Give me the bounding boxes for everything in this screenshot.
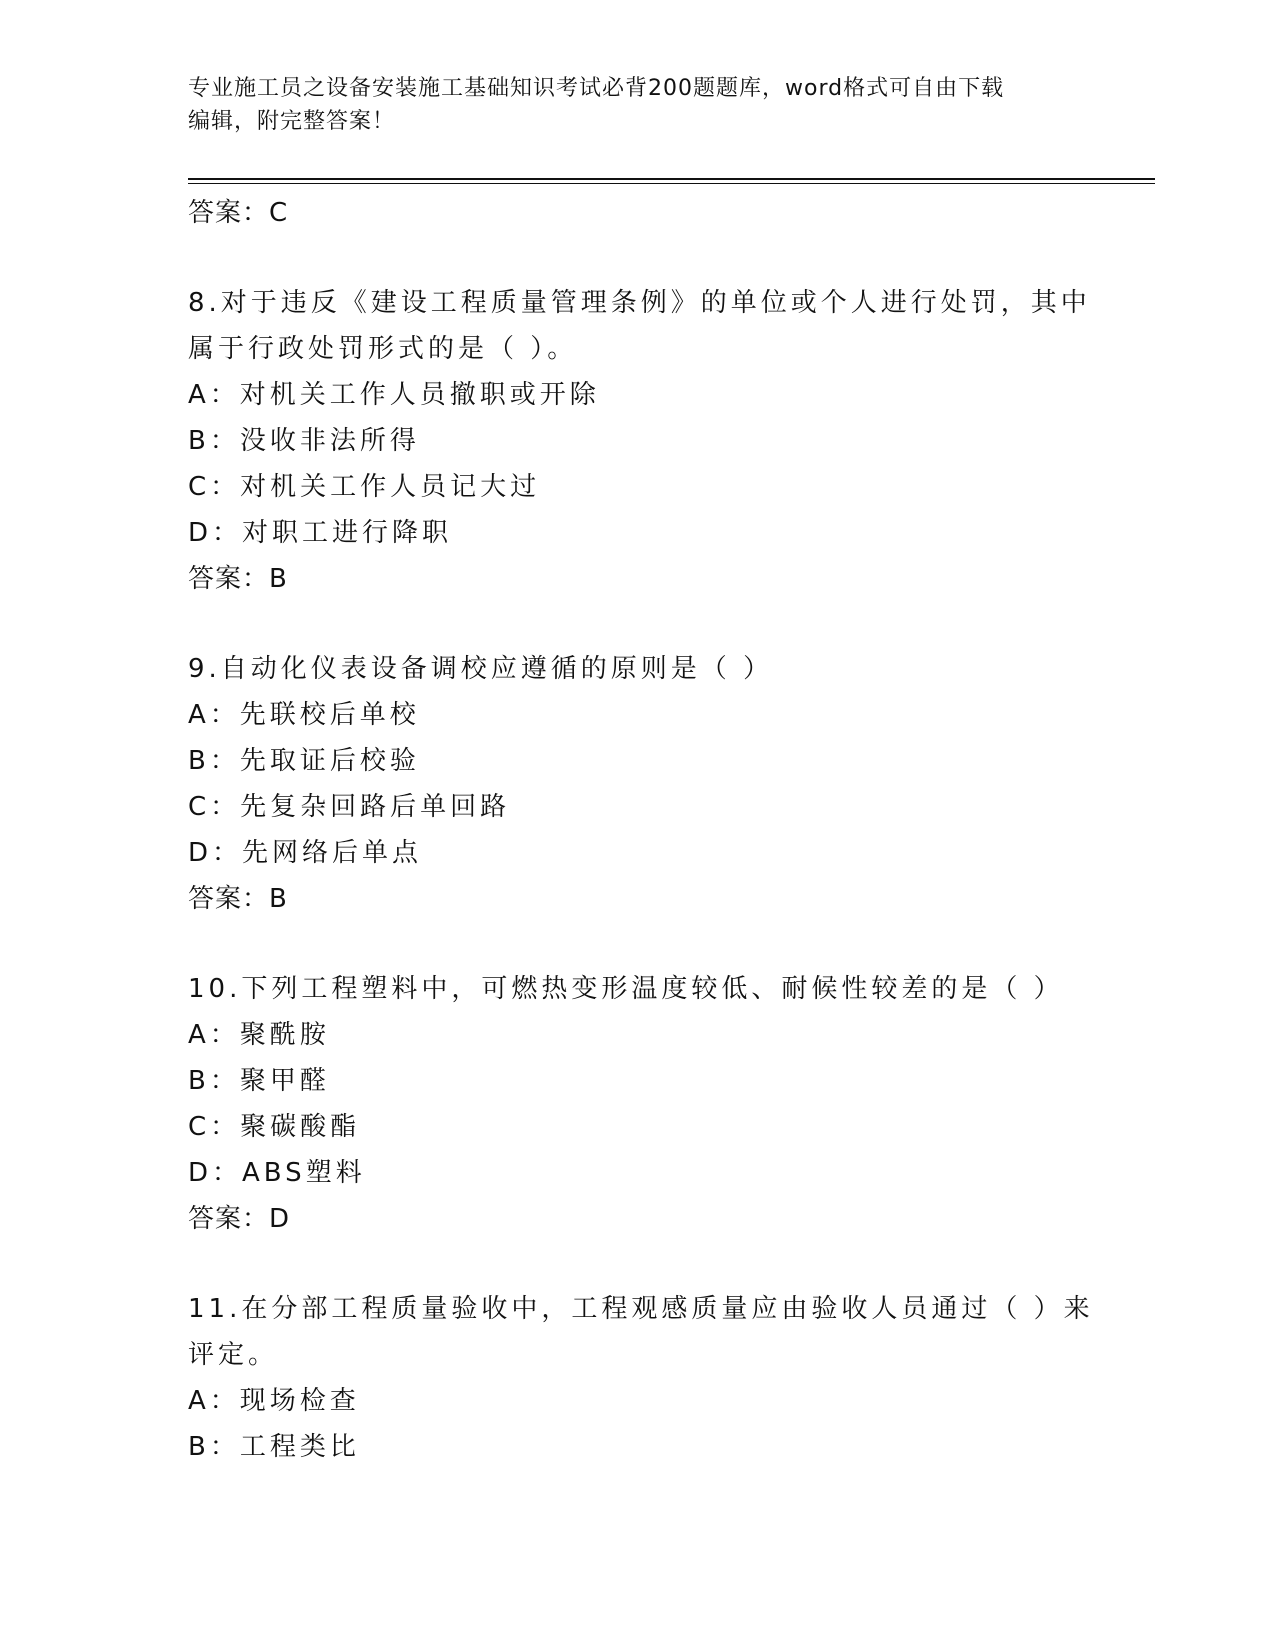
header-line-1: 专业施工员之设备安装施工基础知识考试必背200题题库，word格式可自由下载 [188,76,1005,101]
option-a: A：对机关工作人员撤职或开除 [188,380,600,410]
question-8 [188,280,1091,602]
document-header [188,72,1088,138]
option-c: C：对机关工作人员记大过 [188,472,541,502]
previous-answer: 答案：C [188,198,289,228]
option-b: B：工程类比 [188,1432,360,1462]
answer: 答案：B [188,564,288,594]
answer: 答案：B [188,884,288,914]
question-11 [188,1286,1094,1470]
option-d: D：对职工进行降职 [188,518,453,548]
option-a: A：现场检查 [188,1386,360,1416]
header-line-2: 编辑，附完整答案！ [188,109,396,134]
question-list [188,190,1094,1470]
option-b: B：聚甲醛 [188,1066,330,1096]
question-stem: 9.自动化仪表设备调校应遵循的原则是（ ） [188,654,774,684]
option-d: D：ABS塑料 [188,1158,366,1188]
question-10 [188,966,1088,1242]
question-stem: 10.下列工程塑料中，可燃热变形温度较低、耐候性较差的是（ ） [188,974,1064,1004]
option-a: A：先联校后单校 [188,700,420,730]
answer: 答案：D [188,1204,291,1234]
header-divider-thick [188,178,1155,180]
option-b: B：先取证后校验 [188,746,420,776]
option-b: B：没收非法所得 [188,426,420,456]
question-stem: 8.对于违反《建设工程质量管理条例》的单位或个人进行处罚，其中 [188,288,1091,318]
question-stem: 评定。 [188,1340,279,1370]
question-stem: 11.在分部工程质量验收中，工程观感质量应由验收人员通过（ ）来 [188,1294,1094,1324]
option-a: A：聚酰胺 [188,1020,330,1050]
question-9 [188,646,1088,922]
question-stem: 属于行政处罚形式的是（ ）。 [188,334,578,364]
option-d: D：先网络后单点 [188,838,423,868]
option-c: C：先复杂回路后单回路 [188,792,511,822]
header-divider-thin [188,183,1155,184]
option-c: C：聚碳酸酯 [188,1112,361,1142]
